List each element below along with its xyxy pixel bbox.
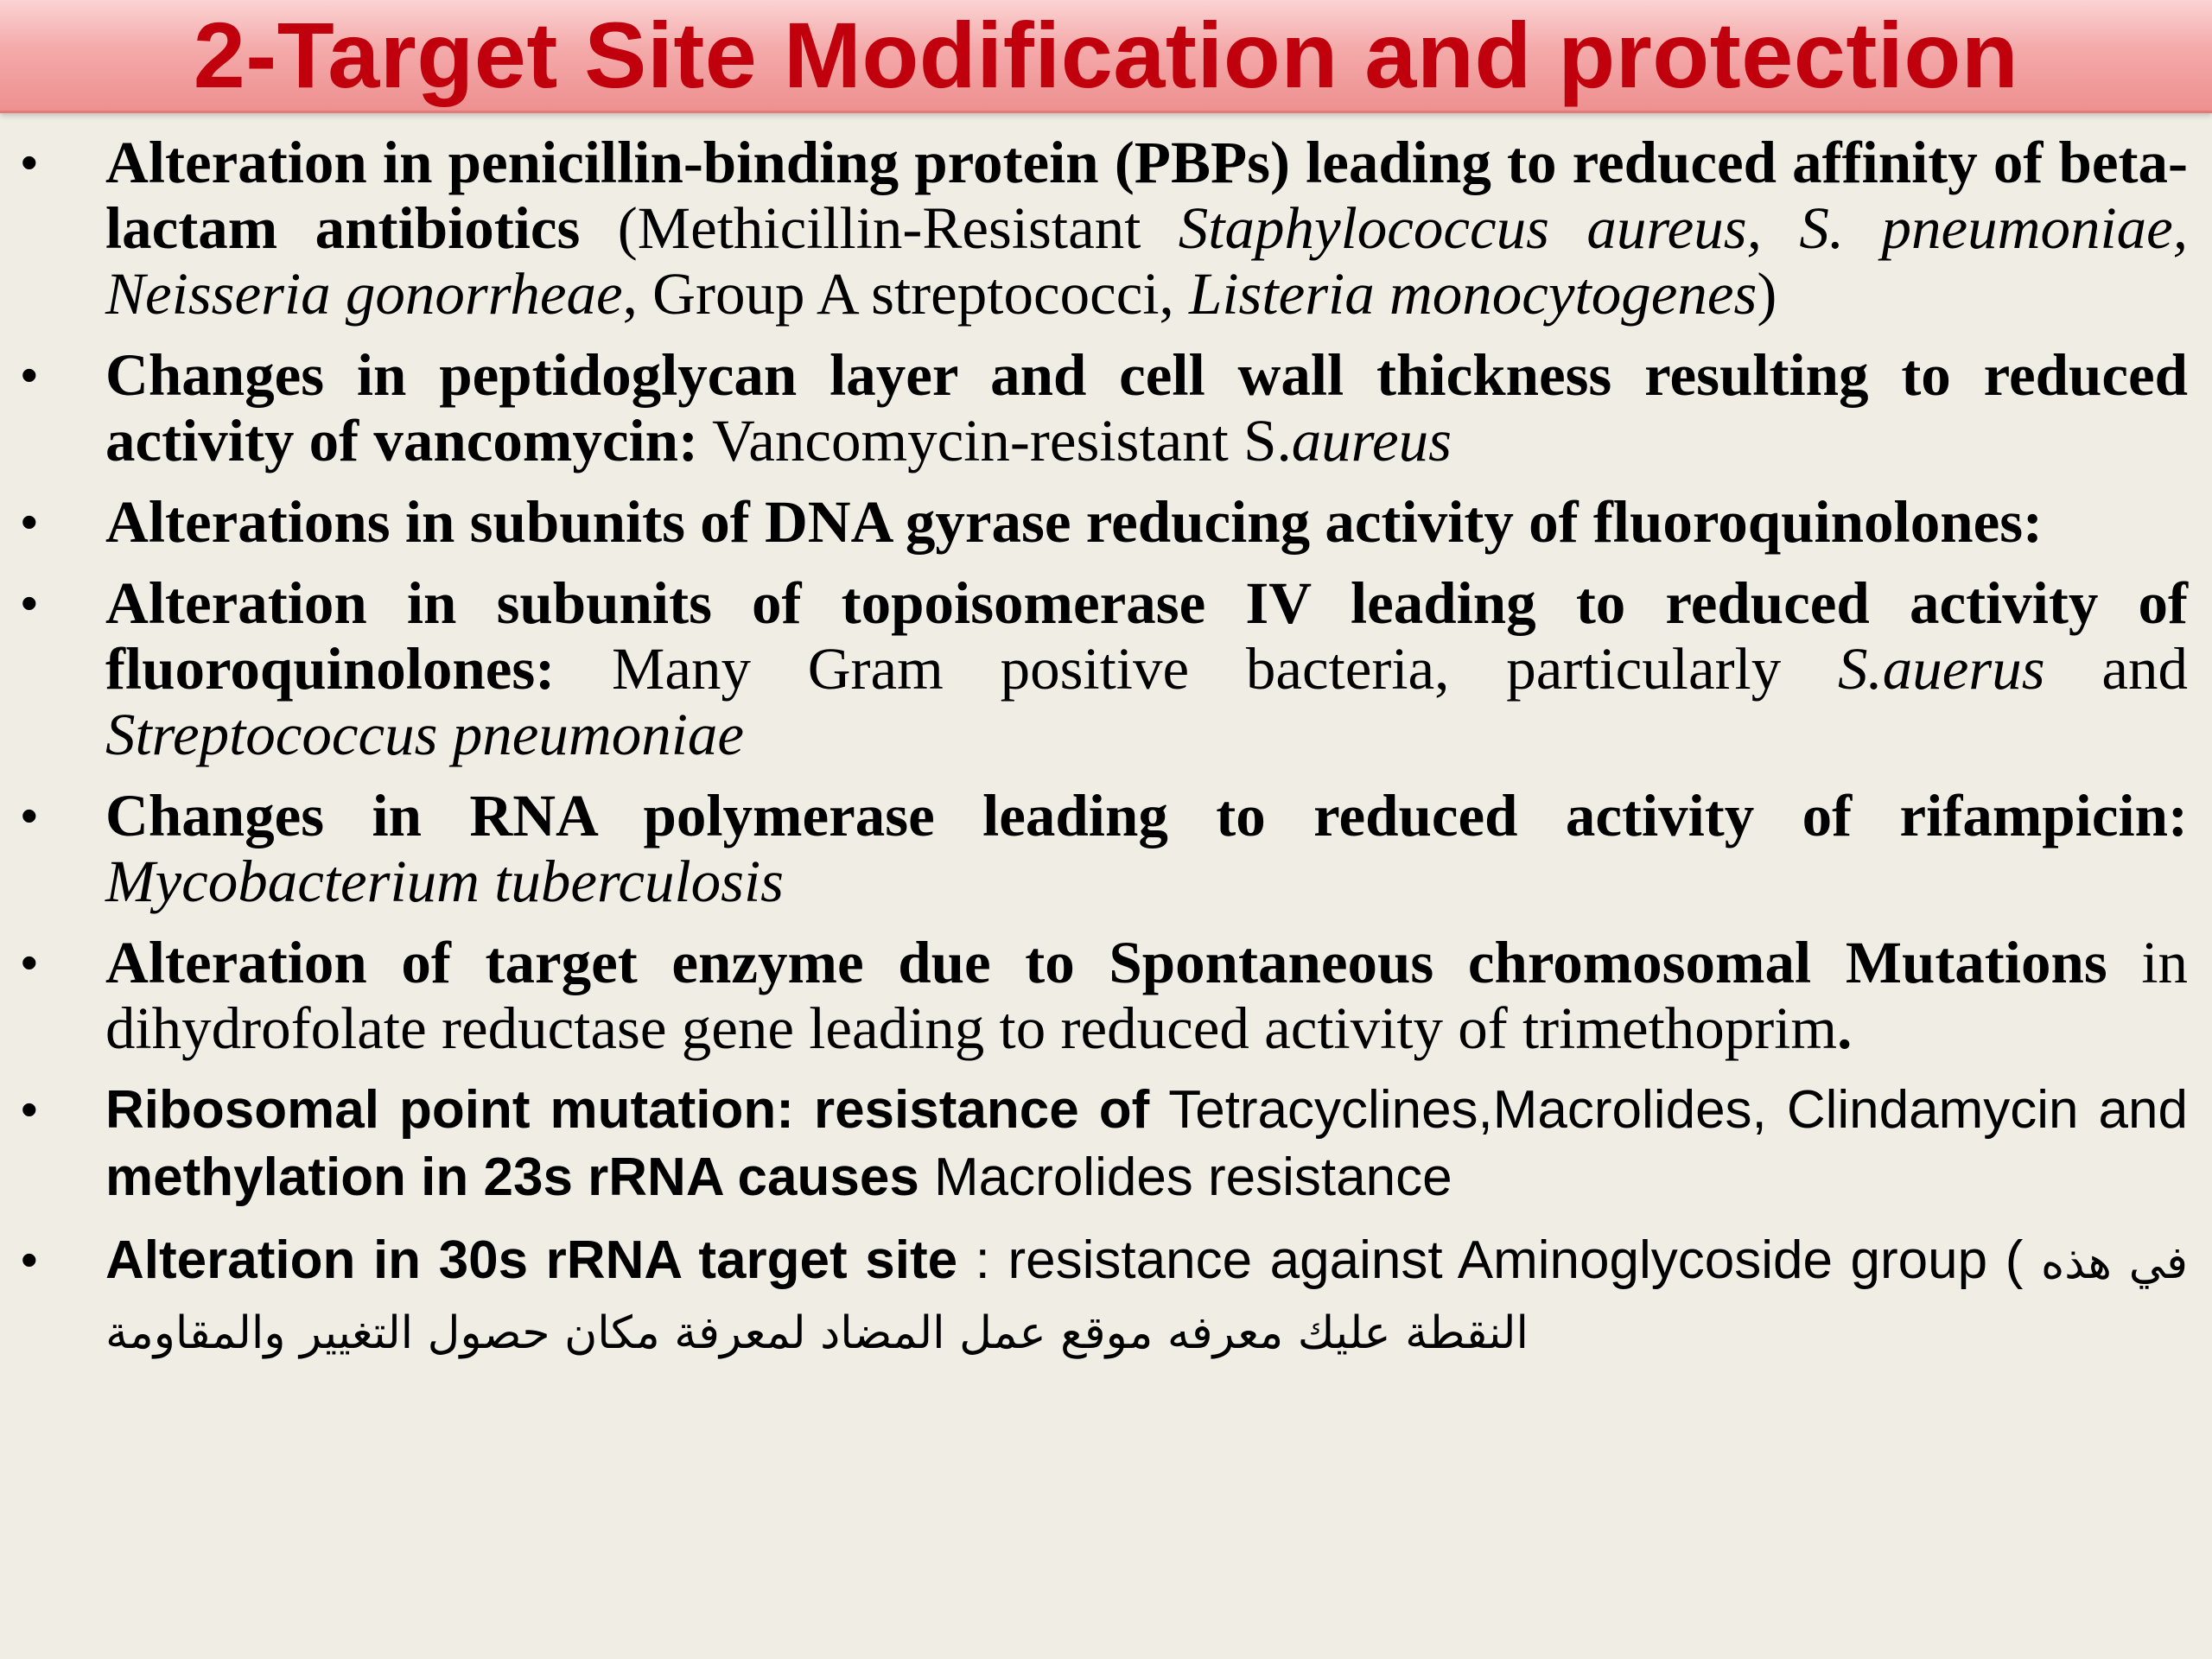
- item-species: Mycobacterium tuberculosis: [105, 849, 785, 914]
- item-species: Staphylococcus aureus, S. pneumoniae, Neisseria gonorrheae: [105, 195, 2188, 327]
- bullet-item-ribosomal: [21, 1077, 2188, 1211]
- bullet-icon: •: [21, 935, 38, 989]
- slide-title-bar: [0, 0, 2212, 113]
- item-species: S.auerus: [1838, 636, 2045, 702]
- item-heading: Changes in peptidoglycan layer and cell wall thickness resulting to reduced activity of vancomycin:: [105, 342, 2188, 474]
- bullet-icon: •: [21, 1082, 38, 1136]
- item-text: ): [1757, 261, 1777, 327]
- item-text: , Group A streptococci,: [622, 261, 1190, 327]
- item-text: Vancomycin-resistant S.: [698, 408, 1292, 474]
- item-species: aureus: [1291, 408, 1452, 474]
- item-species: Listeria monocytogenes: [1189, 261, 1758, 327]
- item-heading-2: methylation in 23s rRNA causes: [105, 1147, 919, 1207]
- bullet-item-peptidoglycan: [21, 342, 2188, 474]
- bullet-icon: •: [21, 575, 38, 630]
- item-period: .: [1837, 995, 1853, 1061]
- item-heading: Alteration in subunits of topoisomerase IV leading to reduced activity of fluoroquinolones:: [105, 570, 2188, 702]
- bullet-icon: •: [21, 494, 38, 549]
- bullet-icon: •: [21, 788, 38, 842]
- bullet-item-rna-polymerase: [21, 783, 2188, 914]
- item-species: Streptococcus pneumoniae: [105, 702, 744, 767]
- bullet-list: [0, 130, 2212, 1382]
- bullet-item-pbp: [21, 130, 2188, 327]
- bullet-item-30s-rrna: [21, 1227, 2189, 1367]
- bullet-item-dna-gyrase: [21, 489, 2188, 555]
- item-heading: Ribosomal point mutation: resistance of: [105, 1080, 1150, 1140]
- bullet-icon: •: [21, 1232, 38, 1287]
- item-heading: Alteration of target enzyme due to Spontaneous chromosomal Mutations: [105, 930, 2107, 995]
- item-text: and: [2044, 636, 2188, 702]
- item-text: : resistance against Aminoglycoside group (: [957, 1230, 2041, 1290]
- item-text: Macrolides resistance: [918, 1147, 1452, 1207]
- bullet-icon: •: [21, 135, 38, 189]
- item-text: (Methicillin-Resistant: [580, 195, 1179, 261]
- item-heading: Alterations in subunits of DNA gyrase reducing activity of fluoroquinolones:: [105, 489, 2044, 555]
- item-heading: Changes in RNA polymerase leading to reduced activity of rifampicin:: [105, 783, 2188, 849]
- slide-title: 2-Target Site Modification and protection: [193, 3, 2019, 107]
- arabic-note: في هذه النقطة عليك معرفه موقع عمل المضاد لمعرفة مكان حصول التغيير والمقاومة: [105, 1237, 2189, 1359]
- bullet-icon: •: [21, 347, 38, 402]
- item-text: in dihydrofolate reductase gene leading to reduced activity of trimethoprim: [105, 930, 2188, 1061]
- item-heading: Alteration in 30s rRNA target site: [105, 1230, 958, 1290]
- bullet-item-target-enzyme: [21, 930, 2188, 1061]
- item-text: Many Gram positive bacteria, particularly: [555, 636, 1838, 702]
- item-text: Tetracyclines,Macrolides, Clindamycin and: [1149, 1080, 2188, 1140]
- item-heading: Alteration in penicillin-binding protein (PBPs) leading to reduced affinity of beta-lactam antibiotics: [105, 130, 2188, 261]
- bullet-item-topoisomerase: [21, 570, 2188, 767]
